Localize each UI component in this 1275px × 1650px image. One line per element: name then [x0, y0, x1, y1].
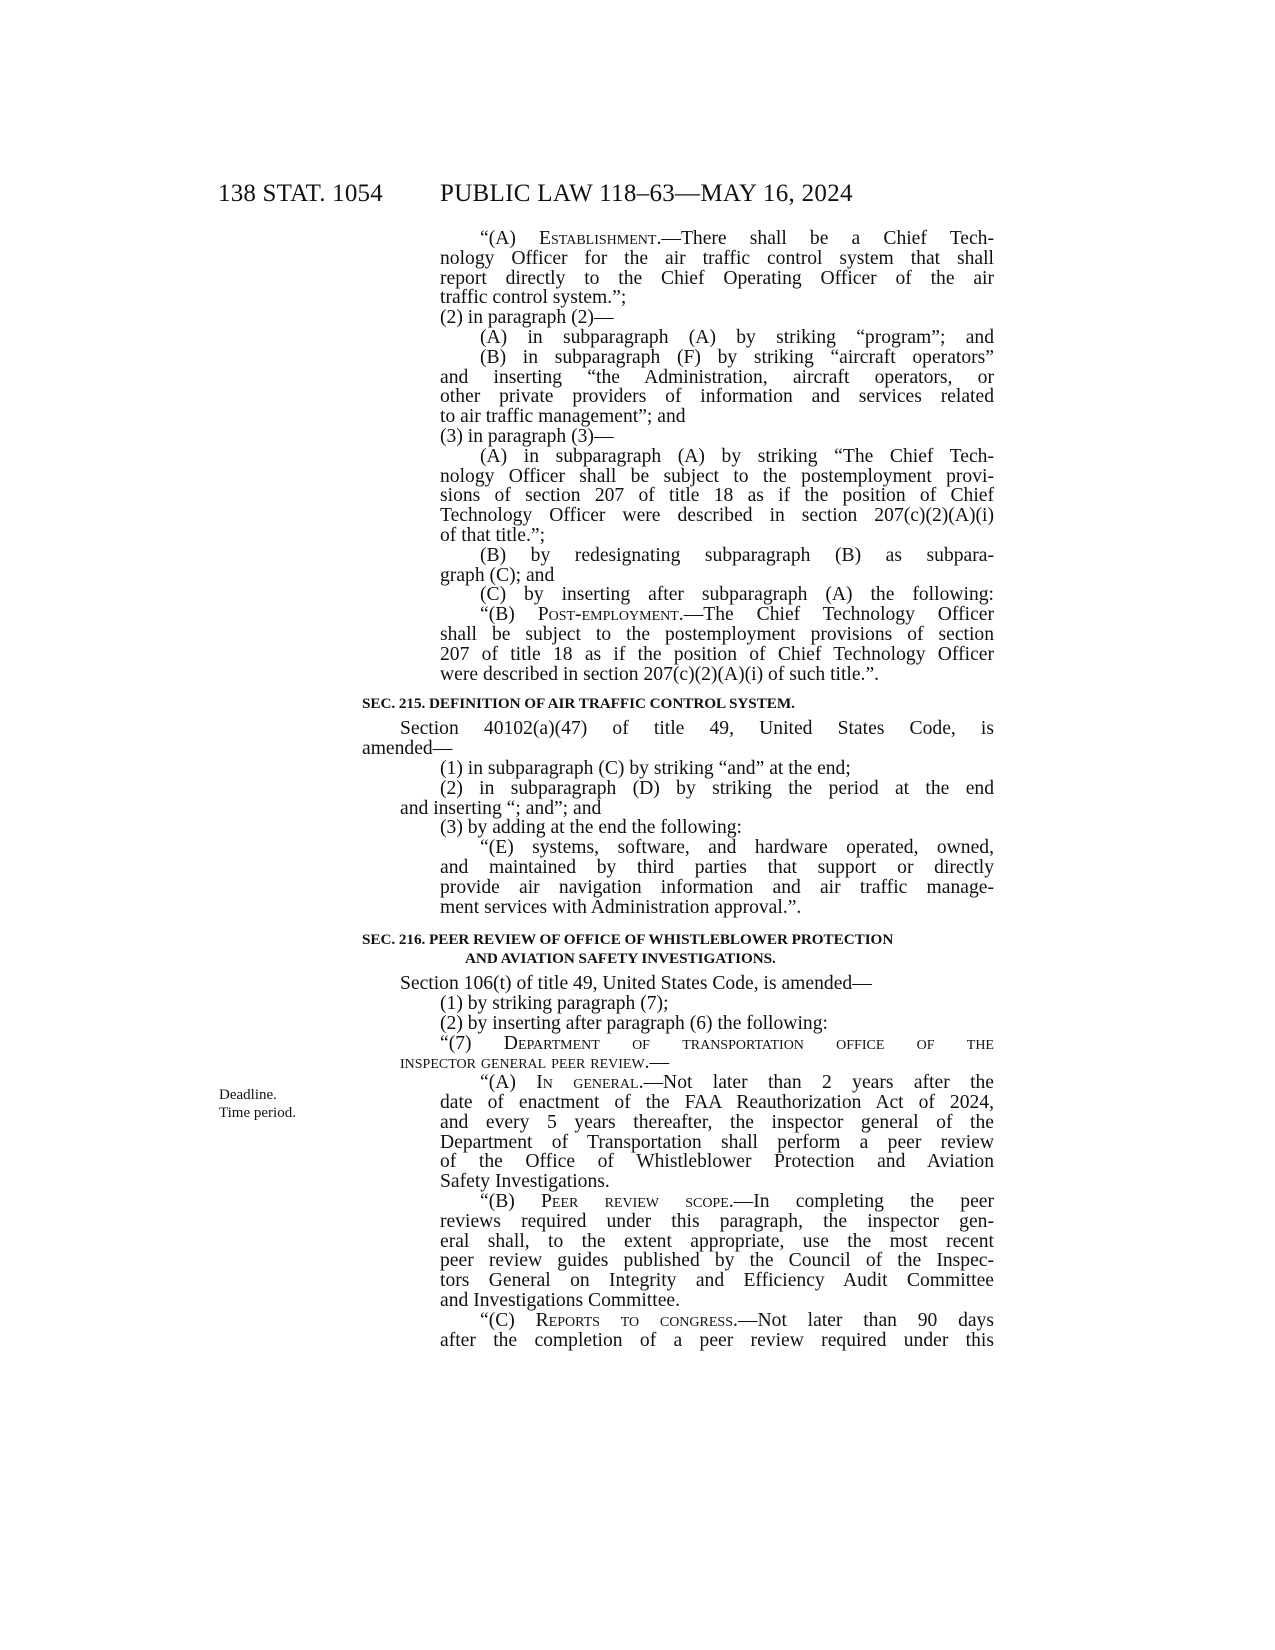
- text-line: reviews required under this paragraph, the inspector gen-: [440, 1210, 994, 1232]
- text-line: nology Officer for the air traffic control system that shall: [440, 247, 994, 269]
- text-line: provide air navigation information and air traffic manage-: [440, 876, 994, 898]
- text-line: (C) by inserting after subparagraph (A) the following:: [480, 584, 994, 606]
- text-line: 207 of title 18 as if the position of Chief Technology Officer: [440, 643, 994, 665]
- text-line: of the Office of Whistleblower Protection and Aviation: [440, 1151, 994, 1173]
- section-heading-215: SEC. 215. DEFINITION OF AIR TRAFFIC CONTROL SYSTEM.: [362, 695, 795, 713]
- text-line: and maintained by third parties that support or directly: [440, 856, 994, 878]
- text-line: (3) in paragraph (3)—: [440, 425, 614, 447]
- text-line: report directly to the Chief Operating Officer of the air: [440, 267, 994, 289]
- text-line: “(A) In general.—Not later than 2 years after the: [480, 1072, 995, 1094]
- text-line: and every 5 years thereafter, the inspector general of the: [440, 1111, 994, 1133]
- text-line: and inserting “the Administration, aircraft operators, or: [440, 366, 994, 388]
- text-line: Safety Investigations.: [440, 1171, 610, 1193]
- text-line: (2) by inserting after paragraph (6) the following:: [440, 1012, 828, 1034]
- text-line: “(B) Post-employment.—The Chief Technology Officer: [480, 604, 994, 626]
- text-line: (1) in subparagraph (C) by striking “and” at the end;: [440, 757, 851, 779]
- text-line: shall be subject to the postemployment provisions of section: [440, 623, 994, 645]
- text-line: graph (C); and: [440, 564, 555, 586]
- text-line: amended—: [362, 738, 453, 760]
- page-number: 138 STAT. 1054: [218, 180, 383, 207]
- text-line: sions of section 207 of title 18 as if the position of Chief: [440, 485, 994, 507]
- text-line: Section 40102(a)(47) of title 49, United States Code, is: [400, 718, 994, 740]
- text-line: of that title.”;: [440, 524, 546, 546]
- text-line: date of enactment of the FAA Reauthorization Act of 2024,: [440, 1092, 994, 1114]
- text-line: eral shall, to the extent appropriate, use the most recent: [440, 1230, 994, 1252]
- text-line: and inserting “; and”; and: [400, 797, 602, 819]
- text-line: “(C) Reports to congress.—Not later than 90 days: [480, 1309, 994, 1331]
- text-line: were described in section 207(c)(2)(A)(i) of such title.”.: [440, 663, 880, 685]
- text-line: “(7) Department of transportation office of the: [440, 1032, 994, 1054]
- text-line: traffic control system.”;: [440, 287, 627, 309]
- text-line: Section 106(t) of title 49, United States Code, is amended—: [400, 973, 872, 995]
- text-line: “(A) Establishment.—There shall be a Chief Tech-: [480, 228, 995, 249]
- margin-note-deadline: Deadline.: [219, 1087, 277, 1103]
- text-line: (A) in subparagraph (A) by striking “The Chief Tech-: [480, 445, 994, 467]
- text-line: Department of Transportation shall perform a peer review: [440, 1131, 994, 1153]
- running-head: PUBLIC LAW 118–63—MAY 16, 2024: [440, 180, 853, 207]
- text-line: “(B) Peer review scope.—In completing the peer: [480, 1191, 995, 1213]
- text-line: (B) in subparagraph (F) by striking “aircraft operators”: [480, 346, 994, 368]
- section-heading-216: SEC. 216. PEER REVIEW OF OFFICE OF WHISTLEBLOWER PROTECTION: [362, 931, 894, 949]
- text-line: Technology Officer were described in section 207(c)(2)(A)(i): [440, 505, 994, 527]
- text-line: ment services with Administration approval.”.: [440, 896, 802, 918]
- text-line: (2) in paragraph (2)—: [440, 307, 614, 329]
- text-line: to air traffic management”; and: [440, 406, 686, 428]
- text-line: and Investigations Committee.: [440, 1290, 680, 1312]
- text-line: (3) by adding at the end the following:: [440, 817, 743, 839]
- text-line: nology Officer shall be subject to the postemployment provi-: [440, 465, 994, 487]
- text-line: (1) by striking paragraph (7);: [440, 993, 669, 1015]
- text-line: inspector general peer review.—: [400, 1052, 670, 1074]
- text-line: “(E) systems, software, and hardware operated, owned,: [480, 837, 994, 859]
- text-line: (2) in subparagraph (D) by striking the period at the end: [440, 777, 994, 799]
- text-line: after the completion of a peer review required under this: [440, 1329, 994, 1351]
- text-line: (B) by redesignating subparagraph (B) as subpara-: [480, 544, 994, 566]
- margin-note-time-period: Time period.: [219, 1105, 296, 1121]
- text-line: tors General on Integrity and Efficiency Audit Committee: [440, 1270, 994, 1292]
- section-heading-216-cont: AND AVIATION SAFETY INVESTIGATIONS.: [465, 950, 776, 968]
- text-line: peer review guides published by the Council of the Inspec-: [440, 1250, 994, 1272]
- text-line: (A) in subparagraph (A) by striking “program”; and: [480, 326, 994, 348]
- margin-note: [219, 1086, 296, 1122]
- statute-body: [362, 229, 994, 1350]
- text-line: other private providers of information and services related: [440, 386, 994, 408]
- page-header: [0, 180, 1275, 220]
